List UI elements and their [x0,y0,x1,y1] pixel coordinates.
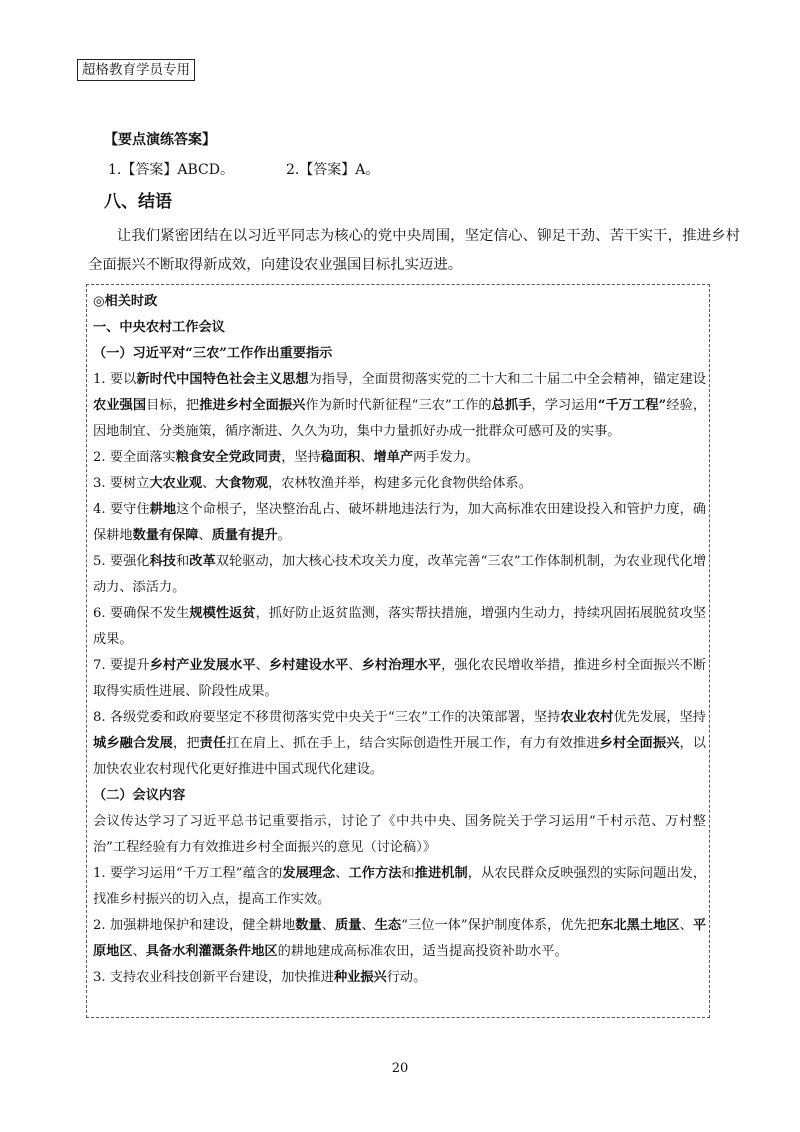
instruction-item [93,497,706,549]
text: 3. 支持农业科技创新平台建设，加快推进 [93,970,334,985]
text: 这个命根子，坚决整治乱占、破坏耕地违法行为，加大高标准农田建设投入和管护力度，确保耕地 [93,502,707,543]
instruction-list [93,367,706,783]
bold-text: 责任 [199,736,227,751]
bold-text: 种业振兴 [333,970,387,985]
text: 、 [679,918,693,933]
text: 扛在肩上、抓在手上，结合实际创造性开展工作，有力有效推进 [226,736,600,751]
key-points-heading: 【要点演练答案】 [104,132,216,148]
part2-title: （二）会议内容 [93,788,186,803]
text: 经验，因地制宜、分类施策，循序渐进、久久为功，集中力量抓好办成一批群众可感可及的实事。 [93,398,707,439]
text: ，强化农民增收举措，推进乡村全面振兴不断取得实质性进展、阶段性成果。 [93,658,707,699]
text: 2. 要全面落实 [93,450,176,465]
text: 、 [255,658,269,673]
meeting-list [93,861,706,991]
text: 7. 要提升 [93,658,150,673]
text: 、 [132,944,146,959]
bold-text: 规模性返贫 [189,606,256,621]
meeting-item [93,913,706,965]
bold-text: 乡村产业发展水平 [149,658,256,673]
meeting-item [93,861,706,913]
text: 1. 要以 [93,372,137,387]
text: 3. 要树立 [93,476,150,491]
text: 和 [176,554,190,569]
bold-text: 质量有提升 [211,528,278,543]
bold-text: 总抓手 [491,398,532,413]
text: 8. 各级党委和政府要坚定不移贯彻落实党中央关于“三农”工作的决策部署，坚持 [93,710,561,725]
instruction-item [93,445,706,471]
bold-text: 改革 [189,554,216,569]
box-subheading: 一、中央农村工作会议 [93,320,225,335]
bold-text: “千万工程” [597,398,667,413]
text: 双轮驱动，加大核心技术攻关力度，改革完善“三农”工作体制机制，为农业现代化增动力、添活力。 [93,554,707,595]
text: 4. 要守住 [93,502,150,517]
bold-text: 乡村全面振兴 [599,736,680,751]
closing-paragraph: 让我们紧密团结在以习近平同志为核心的党中央周围，坚定信心、铆足干劲、苦干实干，推进乡村全面振兴不断取得新成效，向建设农业强国目标扎实迈进。 [88,228,740,273]
text: 行动。 [386,970,427,985]
text: 为指导，全面贯彻落实党的二十大和二十届二中全会精神，锚定建设 [308,372,707,387]
text: ，从农民群众反映强烈的实际问题出发，找准乡村振兴的切入点，提高工作实效。 [93,866,707,907]
bold-text: 大农业观 [149,476,203,491]
text: 目标，把 [146,398,200,413]
bold-text: 工作方法 [348,866,402,881]
part1-title: （一）习近平对“三农”工作作出重要指示 [93,346,333,361]
bold-text: 乡村治理水平 [361,658,442,673]
text: 。 [277,528,291,543]
instruction-item [93,471,706,497]
bold-text: 农业农村 [560,710,614,725]
text: 、 [321,918,335,933]
text: 、 [348,658,362,673]
answer-2: 2.【答案】A。 [285,162,380,178]
text: 、 [361,918,375,933]
text: 和 [401,866,415,881]
page-number: 20 [391,1061,409,1076]
bold-text: 增单产 [373,450,414,465]
bold-text: 推进乡村全面振兴 [199,398,306,413]
text: 作为新时代新征程“三农”工作的 [305,398,492,413]
answer-1: 1.【答案】ABCD。 [108,162,234,178]
text: “三位一体”保护制度体系，优先把 [401,918,601,933]
instruction-item [93,653,706,705]
bold-text: 质量 [334,918,362,933]
text: 、 [360,450,374,465]
text: 优先发展，坚持 [613,710,706,725]
bold-text: 生态 [374,918,402,933]
bold-text: 大食物观 [215,476,269,491]
related-news-box [86,284,710,1018]
bold-text: 耕地 [149,502,177,517]
text: 5. 要强化 [93,554,150,569]
bold-text: 城乡融合发展 [93,736,173,751]
bold-text: 数量有保障 [132,528,199,543]
instruction-item [93,705,706,783]
box-heading: ◎相关时政 [93,294,158,309]
bold-text: 粮食安全党政同责 [175,450,282,465]
text: 6. 要确保不发生 [93,606,190,621]
bold-text: 东北黑土地区 [600,918,680,933]
bold-text: 稳面积 [320,450,361,465]
meeting-item [93,965,706,991]
bold-text: 科技 [149,554,177,569]
text: 、 [335,866,349,881]
bold-text: 推进机制 [414,866,468,881]
header-label: 超格教育学员专用 [77,59,195,81]
text: ，抓好防止返贫监测，落实帮扶措施，增强内生动力，持续巩固拓展脱贫攻坚成果。 [93,606,707,647]
bold-text: 发展理念 [282,866,336,881]
text: 、 [198,528,212,543]
text: ，坚持 [281,450,321,465]
bold-text: 新时代中国特色社会主义思想 [136,372,309,387]
meeting-intro: 会议传达学习了习近平总书记重要指示，讨论了《中共中央、国务院关于学习运用“千村示范、万村整治”工程经验有力有效推进乡村全面振兴的意见（讨论稿）》 [93,814,706,855]
answers-line [108,160,379,180]
section-title: 八、结语 [104,192,172,212]
bold-text: 平原地区 [93,918,707,959]
instruction-item [93,549,706,601]
text: 1. 要学习运用“千万工程”蕴含的 [93,866,283,881]
text: 的耕地建成高标准农田，适当提高投资补助水平。 [277,944,568,959]
text: ，把 [172,736,200,751]
text: ，农林牧渔并举，构建多元化食物供给体系。 [268,476,532,491]
text: 两手发力。 [413,450,480,465]
instruction-item [93,367,706,445]
text: 2. 加强耕地保护和建设，健全耕地 [93,918,296,933]
text: ，学习运用 [531,398,598,413]
bold-text: 具备水利灌溉条件地区 [145,944,278,959]
bold-text: 农业强国 [93,398,147,413]
instruction-item [93,601,706,653]
text: ，以加快农业农村现代化更好推进中国式现代化建设。 [93,736,707,777]
bold-text: 数量 [295,918,322,933]
text: 、 [202,476,216,491]
bold-text: 乡村建设水平 [268,658,349,673]
